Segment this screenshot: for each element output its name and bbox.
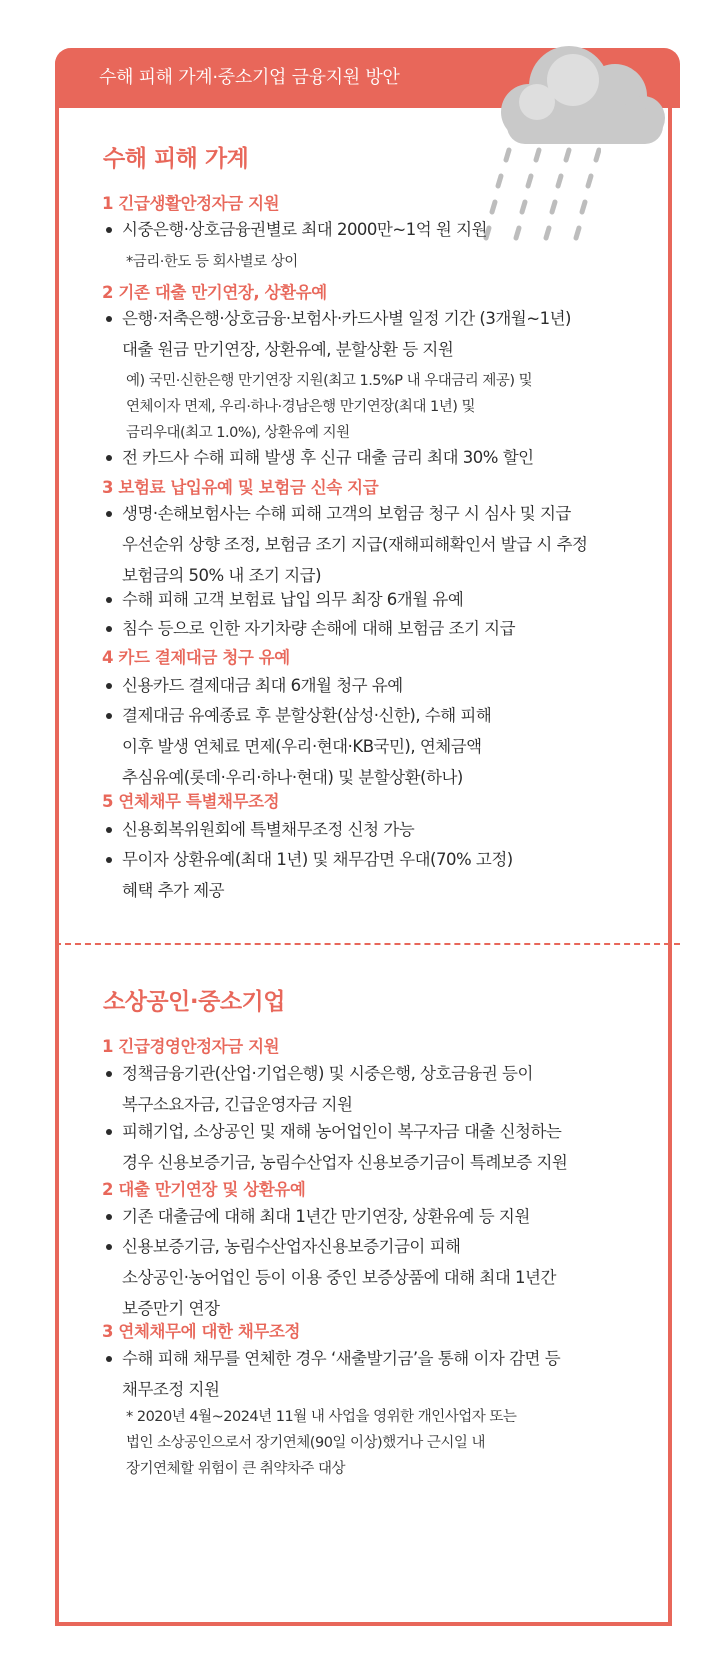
list-item: 결제대금 유예종료 후 분할상환(삼성·신한), 수해 피해 이후 발생 연체료 면제(우리·현대·KB국민), 연체금액 추심유예(롯데·우리·하나·현대) 및 분할상환(하나) (109, 700, 649, 793)
household-section-title: 수해 피해 가계 (103, 146, 249, 172)
household-note-2: 예) 국민·신한은행 만기연장 지원(최고 1.5%P 내 우대금리 제공) 및 연체이자 면제, 우리·하나·경남은행 만기연장(최대 1년) 및 금리우대(최고 1.0%), 상환유예 지원 (126, 373, 533, 441)
business-heading-3: 3 연체채무에 대한 채무조정 (102, 1322, 301, 1341)
list-item: 은행·저축은행·상호금융·보험사·카드사별 일정 기간 (3개월~1년) 대출 원금 만기연장, 상환유예, 분할상환 등 지원 (109, 303, 649, 365)
bullet-icon (106, 626, 112, 632)
list-item: 수해 피해 고객 보험료 납입 의무 최장 6개월 유예 (109, 584, 649, 615)
bullet-icon (106, 713, 112, 719)
business-heading-1: 1 긴급경영안정자금 지원 (102, 1037, 280, 1056)
household-heading-2: 2 기존 대출 만기연장, 상환유예 (102, 283, 327, 302)
list-item: 신용보증기금, 농림수산업자신용보증기금이 피해 소상공인·농어업인 등이 이용 중인 보증상품에 대해 최대 1년간 보증만기 연장 (109, 1231, 649, 1324)
household-heading-1: 1 긴급생활안정자금 지원 (102, 194, 280, 213)
bullet-icon (106, 1071, 112, 1077)
section-divider (55, 943, 680, 945)
bullet-icon (106, 227, 112, 233)
household-note-1: *금리·한도 등 회사별로 상이 (126, 254, 298, 270)
list-item: 시중은행·상호금융권별로 최대 2000만~1억 원 지원 (109, 214, 649, 245)
list-item: 전 카드사 수해 피해 발생 후 신규 대출 금리 최대 30% 할인 (109, 442, 649, 473)
bullet-icon (106, 511, 112, 517)
business-heading-2: 2 대출 만기연장 및 상환유예 (102, 1180, 306, 1199)
info-card (55, 48, 672, 1626)
list-item: 생명·손해보험사는 수해 피해 고객의 보험금 청구 시 심사 및 지급 우선순위 상향 조정, 보험금 조기 지급(재해피해확인서 발급 시 추정 보험금의 50% 내 조기 지급) (109, 498, 649, 591)
household-heading-4: 4 카드 결제대금 청구 유예 (102, 648, 290, 667)
bullet-icon (106, 683, 112, 689)
list-item: 신용회복위원회에 특별채무조정 신청 가능 (109, 814, 649, 845)
header-title: 수해 피해 가계·중소기업 금융지원 방안 (99, 67, 400, 88)
list-item: 수해 피해 채무를 연체한 경우 ‘새출발기금’을 통해 이자 감면 등 채무조정 지원 (109, 1343, 649, 1405)
cloud-icon (477, 34, 673, 154)
bullet-icon (106, 455, 112, 461)
bullet-icon (106, 1244, 112, 1250)
list-item: 피해기업, 소상공인 및 재해 농어업인이 복구자금 대출 신청하는 경우 신용보증기금, 농림수산업자 신용보증기금이 특례보증 지원 (109, 1116, 649, 1178)
list-item: 정책금융기관(산업·기업은행) 및 시중은행, 상호금융권 등이 복구소요자금, 긴급운영자금 지원 (109, 1058, 649, 1120)
rain-icon (481, 146, 601, 266)
business-note-3: * 2020년 4월~2024년 11월 내 사업을 영위한 개인사업자 또는 법인 소상공인으로서 장기연체(90일 이상)했거나 근시일 내 장기연체할 위험이 큰 취약차주 대상 (126, 1409, 517, 1477)
bullet-icon (106, 1129, 112, 1135)
bullet-icon (106, 316, 112, 322)
bullet-icon (106, 827, 112, 833)
household-heading-5: 5 연체채무 특별채무조정 (102, 792, 280, 811)
list-item: 침수 등으로 인한 자기차량 손해에 대해 보험금 조기 지급 (109, 613, 649, 644)
bullet-icon (106, 1356, 112, 1362)
bullet-icon (106, 597, 112, 603)
business-section-title: 소상공인·중소기업 (103, 989, 285, 1015)
bullet-icon (106, 857, 112, 863)
list-item: 무이자 상환유예(최대 1년) 및 채무감면 우대(70% 고정) 혜택 추가 제공 (109, 844, 649, 906)
bullet-icon (106, 1214, 112, 1220)
list-item: 신용카드 결제대금 최대 6개월 청구 유예 (109, 670, 649, 701)
household-heading-3: 3 보험료 납입유예 및 보험금 신속 지급 (102, 478, 379, 497)
list-item: 기존 대출금에 대해 최대 1년간 만기연장, 상환유예 등 지원 (109, 1201, 649, 1232)
